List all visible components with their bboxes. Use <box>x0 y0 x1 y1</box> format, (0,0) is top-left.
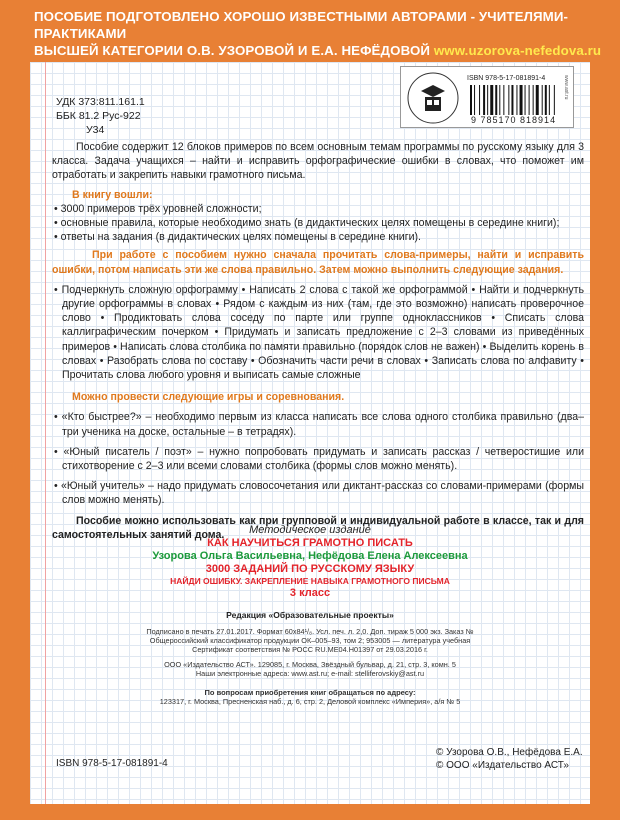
isbn-barcode-box <box>400 66 574 128</box>
bbk-code: ББК 81.2 Рус-922 <box>56 110 141 122</box>
work-heading: При работе с пособием нужно сначала прочитать слова-примеры, найти и исправить ошибки, потом написать эти же слова правильно. Затем можно выполнить следующие задания. <box>52 249 584 276</box>
imprint-block <box>30 524 590 706</box>
publisher-logo-icon <box>405 71 465 125</box>
top-banner <box>0 0 620 62</box>
description-body <box>52 140 584 542</box>
barcode-icon <box>469 85 565 115</box>
barcode-number: 9 785170 818914 <box>471 115 557 125</box>
games-heading: Можно провести следующие игры и соревнования. <box>72 391 345 404</box>
udk-code: УДК 373:811.161.1 <box>56 96 145 108</box>
banner-line-2 <box>34 42 610 59</box>
print-info-1: Подписано в печать 27.01.2017. Формат 60x84¹/₈. Усл. печ. л. 2,0. Доп. тираж 5 000 экз. Заказ № <box>146 627 474 636</box>
author-mark: У34 <box>86 124 105 136</box>
grade: 3 класс <box>289 587 331 599</box>
publisher-address: ООО «Издательство АСТ». 129085, г. Москва, Звёздный бульвар, д. 21, стр. 3, комн. 5 <box>164 660 456 669</box>
banner-url: www.uzorova-nefedova.ru <box>433 43 602 58</box>
list-item: • ответы на задания (в дидактических целях помещены в середине книги). <box>54 231 421 244</box>
copyright-authors: © Узорова О.В., Нефёдова Е.А. <box>436 747 583 758</box>
copyright-publisher: © ООО «Издательство АСТ» <box>436 760 569 771</box>
bottom-isbn: ISBN 978-5-17-081891-4 <box>56 758 168 769</box>
list-item: • «Юный учитель» – надо придумать словосочетания или диктант-рассказ со словами-примерами (формы слов можно менять). <box>54 480 584 507</box>
banner-authors: ВЫСШЕЙ КАТЕГОРИИ О.В. УЗОРОВОЙ И Е.А. НЕФЁДОВОЙ <box>34 43 431 58</box>
list-item: • основные правила, которые необходимо знать (в дидактических целях помещены в середине книги); <box>54 217 560 230</box>
list-item: • «Кто быстрее?» – необходимо первым из класса написать все слова одного столбика правильно (два–три ученика на доске, остальные – в тетрадях). <box>54 411 585 438</box>
classification-codes <box>56 95 145 137</box>
banner-line-1: ПОСОБИЕ ПОДГОТОВЛЕНО ХОРОШО ИЗВЕСТНЫМИ АВТОРАМИ - УЧИТЕЛЯМИ-ПРАКТИКАМИ <box>34 9 569 41</box>
book-title: 3000 ЗАДАНИЙ ПО РУССКОМУ ЯЗЫКУ <box>205 563 415 575</box>
purchase-heading: По вопросам приобретения книг обращаться по адресу: <box>204 688 416 697</box>
book-subtitle: НАЙДИ ОШИБКУ. ЗАКРЕПЛЕНИЕ НАВЫКА ГРАМОТНОГО ПИСЬМА <box>170 576 450 586</box>
print-info-2: Общероссийский классификатор продукции ОК–005–93, том 2; 953005 — литература учебная <box>149 636 471 645</box>
print-info-3: Сертификат соответствия № РОСС RU.МЕ04.Н01397 от 29.03.2016 г. <box>192 645 428 654</box>
list-item: • «Юный писатель / поэт» – нужно попробовать придумать и записать рассказ / четверостишие или стихотворение с 2–3 или всеми словами столбика (формы слов можно менять). <box>54 445 585 473</box>
edition-type: Методическое издание <box>249 524 371 536</box>
included-heading: В книгу вошли: <box>72 188 153 201</box>
series-title: КАК НАУЧИТЬСЯ ГРАМОТНО ПИСАТЬ <box>207 537 413 549</box>
list-item: • 3000 примеров трёх уровней сложности; <box>54 202 262 215</box>
closing-paragraph: Пособие можно использовать как при групповой и индивидуальной работе в классе, так и для самостоятельных занятий дома. <box>52 514 584 541</box>
purchase-address: 123317, г. Москва, Пресненская наб., д. 6, стр. 2, Деловой комплекс «Империя», а/я № 5 <box>159 697 461 706</box>
intro-paragraph: Пособие содержит 12 блоков примеров по всем основным темам программы по русскому языку для 3 класса. Задача учащихся – найти и исправить орфографические ошибки в словах, что поможет им отработать и закрепить навыки грамотного письма. <box>52 141 584 182</box>
isbn-top-text: ISBN 978-5-17-081891-4 <box>467 75 546 82</box>
included-list <box>52 202 584 245</box>
authors: Узорова Ольга Васильевна, Нефёдова Елена Алексеевна <box>152 550 468 562</box>
editorial: Редакция «Образовательные проекты» <box>226 610 394 620</box>
publisher-contacts: Наши электронные адреса: www.ast.ru; e-mail: stelliferovskiy@ast.ru <box>195 669 425 678</box>
copyright <box>436 746 583 772</box>
publisher-site-vertical: www.ast.ru <box>563 75 569 100</box>
tasks-list: • Подчеркнуть сложную орфограмму • Написать 2 слова с такой же орфограммой • Найти и подчеркнуть другие орфограммы в словах • Рядом с каждым из них (там, где это возможно) написать проверочное слово • Продиктовать слова соседу по парте или группе одноклассников • Списать слова каллиграфическим почерком • Придумать и записать предложение с 2–3 словами из приведённых примеров • Написать слова столбика по памяти правильно (порядок слов не важен) • Выделить корень в словах • Разобрать слова по составу • Обозначить части речи в словах • Записать слова по алфавиту • Прочитать слова любого уровня и выписать самые сложные <box>54 283 584 382</box>
